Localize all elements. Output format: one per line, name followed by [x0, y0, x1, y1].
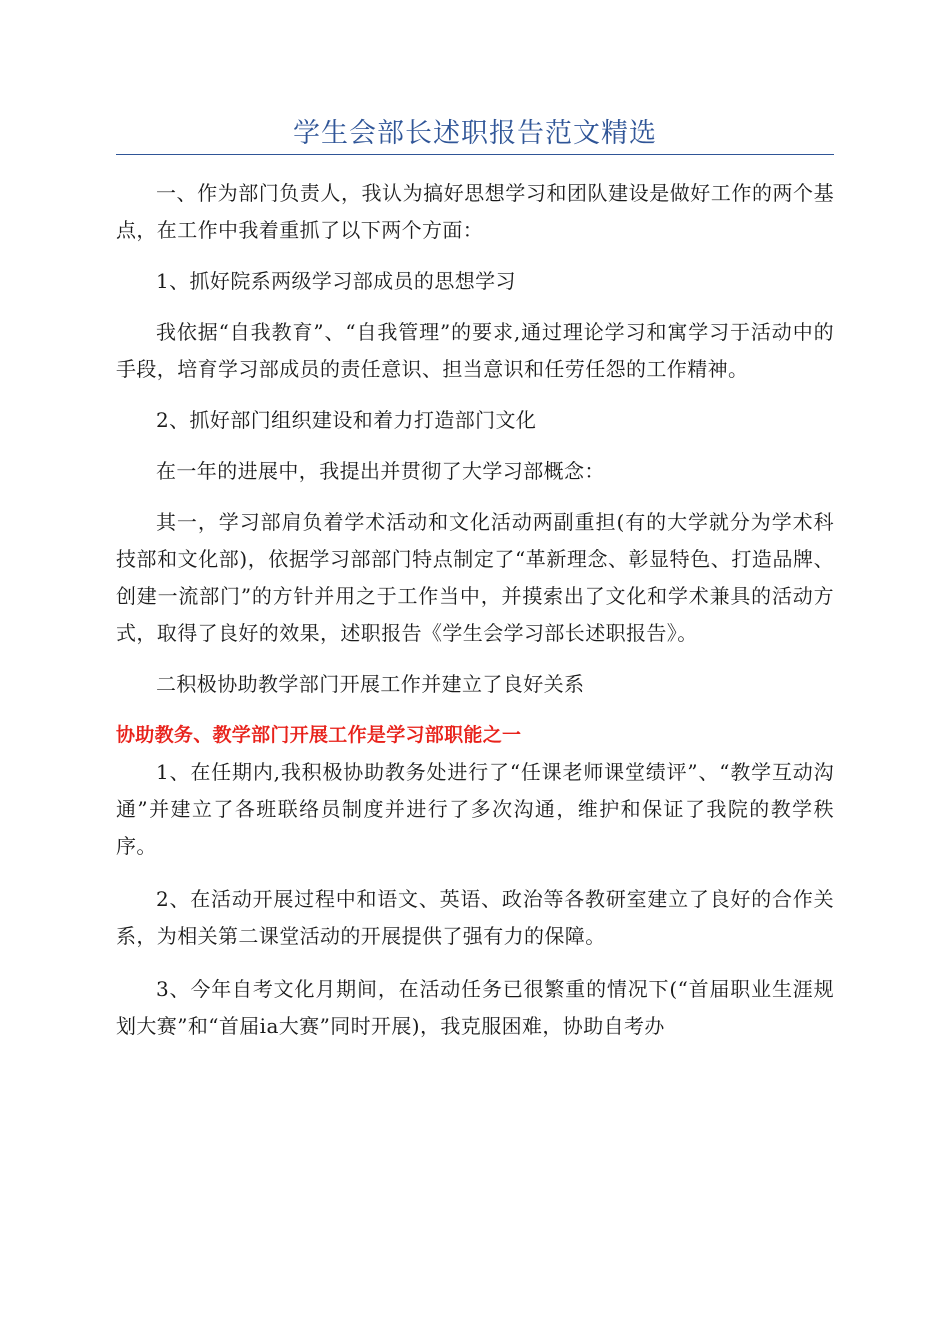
paragraph-point-2-detail: 其一，学习部肩负着学术活动和文化活动两副重担(有的大学就分为学术科技部和文化部)，依据学习部部门特点制定了“革新理念、彰显特色、打造品牌、创建一流部门”的方针并用之于工作当中，并摸索出了文化和学术兼具的活动方式，取得了良好的效果，述职报告《学生会学习部长述职报告》。: [116, 510, 834, 645]
highlight-heading: 协助教务、教学部门开展工作是学习部职能之一: [116, 724, 522, 746]
paragraph-point-1: 1、抓好院系两级学习部成员的思想学习: [156, 269, 516, 293]
document-title: 学生会部长述职报告范文精选: [293, 118, 657, 149]
document-body: [116, 175, 834, 1045]
paragraph-point-2: 2、抓好部门组织建设和着力打造部门文化: [156, 408, 537, 432]
paragraph-point-2-intro: 在一年的进展中，我提出并贯彻了大学习部概念：: [156, 459, 605, 483]
title-underline: [116, 154, 834, 155]
paragraph-section-2: 二积极协助教学部门开展工作并建立了良好关系: [156, 672, 585, 696]
paragraph-intro: 一、作为部门负责人，我认为搞好思想学习和团队建设是做好工作的两个基点，在工作中我着重抓了以下两个方面：: [116, 181, 834, 242]
document-page: [116, 0, 834, 1045]
paragraph-item-2: 2、在活动开展过程中和语文、英语、政治等各教研室建立了良好的合作关系，为相关第二课堂活动的开展提供了强有力的保障。: [116, 887, 834, 948]
paragraph-item-1: 1、在任期内,我积极协助教务处进行了“任课老师课堂绩评”、“教学互动沟通”并建立了各班联络员制度并进行了多次沟通，维护和保证了我院的教学秩序。: [116, 760, 834, 858]
paragraph-point-1-detail: 我依据“自我教育”、“自我管理”的要求,通过理论学习和寓学习于活动中的手段，培育学习部成员的责任意识、担当意识和任劳任怨的工作精神。: [116, 320, 834, 381]
paragraph-item-3: 3、今年自考文化月期间，在活动任务已很繁重的情况下(“首届职业生涯规划大赛”和“首届ia大赛”同时开展)，我克服困难，协助自考办: [116, 977, 834, 1038]
